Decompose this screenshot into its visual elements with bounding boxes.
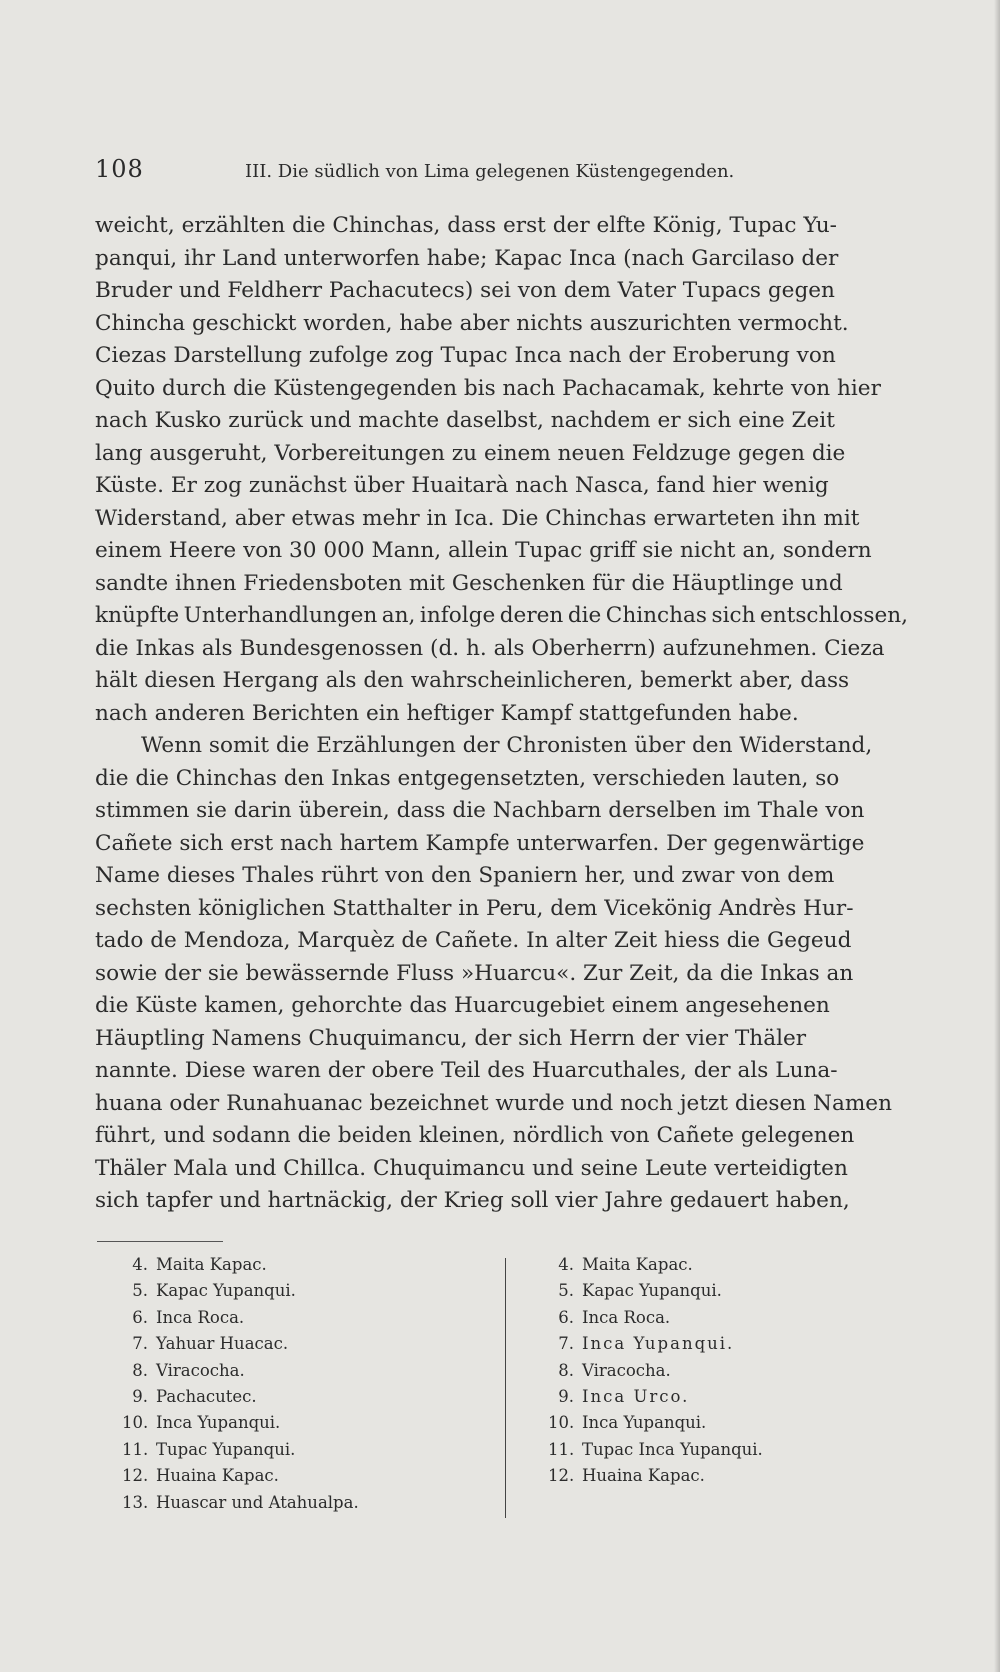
footnote-name: Inca Roca. xyxy=(582,1307,671,1327)
footnote-number: 12. xyxy=(122,1466,149,1486)
footnote-number: 10. xyxy=(548,1413,575,1433)
footnote-name: Viracocha. xyxy=(156,1360,245,1380)
text-line: hält diesen Hergang als den wahrscheinlicheren, bemerkt aber, dass xyxy=(95,668,850,693)
footnote-row xyxy=(548,1278,908,1304)
footnote-name: Inca Yupanqui. xyxy=(156,1413,281,1433)
footnote-row xyxy=(548,1437,908,1463)
text-line: Ciezas Darstellung zufolge zog Tupac Inca nach der Eroberung von xyxy=(95,343,836,368)
footnote-column-left xyxy=(122,1252,502,1516)
footnote-name: Inca Urco. xyxy=(582,1387,690,1407)
footnote-name: Yahuar Huacac. xyxy=(156,1334,289,1354)
text-line: einem Heere von 30 000 Mann, allein Tupac griff sie nicht an, sondern xyxy=(95,538,872,563)
footnote-name: Kapac Yupanqui. xyxy=(582,1281,722,1301)
footnote-column-right xyxy=(548,1252,908,1490)
footnote-number: 7. xyxy=(558,1334,574,1354)
footnote-row xyxy=(122,1358,502,1384)
page-number: 108 xyxy=(95,155,144,183)
footnote-number: 10. xyxy=(122,1413,149,1433)
footnote-name: Maita Kapac. xyxy=(582,1255,693,1274)
footnote-row xyxy=(548,1358,908,1384)
footnote-row xyxy=(122,1437,502,1463)
footnote-name: Inca Yupanqui. xyxy=(582,1413,707,1433)
running-head: III. Die südlich von Lima gelegenen Küstengegenden. xyxy=(245,161,735,182)
footnote-name: Tupac Inca Yupanqui. xyxy=(582,1439,763,1459)
footnote-number: 5. xyxy=(558,1281,574,1301)
footnote-column-divider xyxy=(505,1258,506,1518)
footnote-row xyxy=(122,1384,502,1410)
text-line: nannte. Diese waren der obere Teil des Huarcuthales, der als Luna- xyxy=(95,1058,838,1083)
footnote-number: 8. xyxy=(558,1360,574,1380)
footnote-row xyxy=(122,1410,502,1436)
footnote-row xyxy=(548,1384,908,1410)
footnote-name: Pachacutec. xyxy=(156,1387,257,1407)
footnote-row xyxy=(122,1463,502,1489)
text-line: sandte ihnen Friedensboten mit Geschenken für die Häuptlinge und xyxy=(95,570,843,596)
text-line: lang ausgeruht, Vorbereitungen zu einem neuen Feldzuge gegen die xyxy=(95,440,846,466)
text-line: weicht, erzählten die Chinchas, dass erst der elfte König, Tupac Yu- xyxy=(95,213,837,238)
text-line: stimmen sie darin überein, dass die Nachbarn derselben im Thale von xyxy=(95,798,865,823)
text-line: huana oder Runahuanac bezeichnet wurde und noch jetzt diesen Namen xyxy=(95,1090,892,1116)
footnote-number: 9. xyxy=(558,1387,574,1407)
footnote-number: 7. xyxy=(132,1334,148,1354)
footnote-row xyxy=(548,1305,908,1331)
footnote-number: 8. xyxy=(132,1360,148,1380)
text-line: tado de Mendoza, Marquèz de Cañete. In alter Zeit hiess die Gegeud xyxy=(95,928,852,953)
footnote-row xyxy=(548,1410,908,1436)
footnote-number: 12. xyxy=(548,1466,575,1486)
text-line: die die Chinchas den Inkas entgegensetzten, verschieden lauten, so xyxy=(95,765,840,791)
text-line: Cañete sich erst nach hartem Kampfe unterwarfen. Der gegenwärtige xyxy=(95,830,865,856)
footnote-number: 6. xyxy=(132,1307,148,1327)
text-line: die Küste kamen, gehorchte das Huarcugebiet einem angesehenen xyxy=(95,993,830,1018)
footnote-name: Maita Kapac. xyxy=(156,1255,267,1274)
text-line: Chincha geschickt worden, habe aber nichts auszurichten vermocht. xyxy=(95,310,849,336)
footnote-row xyxy=(122,1305,502,1331)
text-line: die Inkas als Bundesgenossen (d. h. als Oberherrn) aufzunehmen. Cieza xyxy=(95,635,885,661)
text-line: nach anderen Berichten ein heftiger Kampf stattgefunden habe. xyxy=(95,700,799,726)
footnote-number: 4. xyxy=(132,1255,148,1274)
footnote-number: 4. xyxy=(558,1255,574,1274)
footnote-name: Viracocha. xyxy=(582,1360,671,1380)
text-line: knüpfte Unterhandlungen an, infolge deren die Chinchas sich entschlossen, xyxy=(95,603,909,628)
footnote-row xyxy=(548,1252,908,1278)
footnote-name: Kapac Yupanqui. xyxy=(156,1281,296,1301)
text-line: Küste. Er zog zunächst über Huaitarà nach Nasca, fand hier wenig xyxy=(95,473,829,498)
page-edge-shadow xyxy=(994,0,1000,1672)
footnote-row xyxy=(122,1490,502,1516)
footnote-row xyxy=(122,1252,502,1278)
footnote-row xyxy=(548,1463,908,1489)
footnote-name: Inca Roca. xyxy=(156,1307,245,1327)
footnote-number: 9. xyxy=(132,1387,148,1407)
text-line: Wenn somit die Erzählungen der Chronisten über den Widerstand, xyxy=(141,733,873,758)
footnote-name: Huaina Kapac. xyxy=(582,1466,705,1486)
footnote-name: Huaina Kapac. xyxy=(156,1466,279,1486)
text-line: sechsten königlichen Statthalter in Peru, dem Vicekönig Andrès Hur- xyxy=(95,895,854,921)
text-line: nach Kusko zurück und machte daselbst, nachdem er sich eine Zeit xyxy=(95,408,835,433)
footnote-row xyxy=(122,1278,502,1304)
text-line: führt, und sodann die beiden kleinen, nördlich von Cañete gelegenen xyxy=(95,1123,855,1148)
text-line: Thäler Mala und Chillca. Chuquimancu und seine Leute verteidigten xyxy=(95,1155,848,1181)
footnote-row xyxy=(548,1331,908,1357)
footnote-number: 13. xyxy=(122,1492,149,1512)
text-line: sich tapfer und hartnäckig, der Krieg soll vier Jahre gedauert haben, xyxy=(95,1188,850,1213)
text-line: Name dieses Thales rührt von den Spaniern her, und zwar von dem xyxy=(95,863,835,888)
footnote-name: Huascar und Atahualpa. xyxy=(156,1492,359,1512)
body-text xyxy=(95,210,908,1218)
footnote-rule xyxy=(97,1241,223,1242)
footnote-number: 6. xyxy=(558,1307,574,1327)
page-header xyxy=(95,155,895,183)
text-line: panqui, ihr Land unterworfen habe; Kapac Inca (nach Garcilaso der xyxy=(95,245,839,271)
text-line: Bruder und Feldherr Pachacutecs) sei von dem Vater Tupacs gegen xyxy=(95,278,835,303)
footnote-name: Inca Yupanqui. xyxy=(582,1334,735,1354)
footnote-number: 11. xyxy=(548,1439,575,1459)
text-line: Häuptling Namens Chuquimancu, der sich Herrn der vier Thäler xyxy=(95,1025,807,1051)
text-line: Widerstand, aber etwas mehr in Ica. Die Chinchas erwarteten ihn mit xyxy=(95,505,860,531)
footnote-number: 11. xyxy=(122,1439,149,1459)
text-line: sowie der sie bewässernde Fluss »Huarcu«. Zur Zeit, da die Inkas an xyxy=(95,960,854,986)
text-line: Quito durch die Küstengegenden bis nach Pachacamak, kehrte von hier xyxy=(95,375,881,401)
footnote-number: 5. xyxy=(132,1281,148,1301)
footnote-row xyxy=(122,1331,502,1357)
footnote-name: Tupac Yupanqui. xyxy=(156,1439,296,1459)
